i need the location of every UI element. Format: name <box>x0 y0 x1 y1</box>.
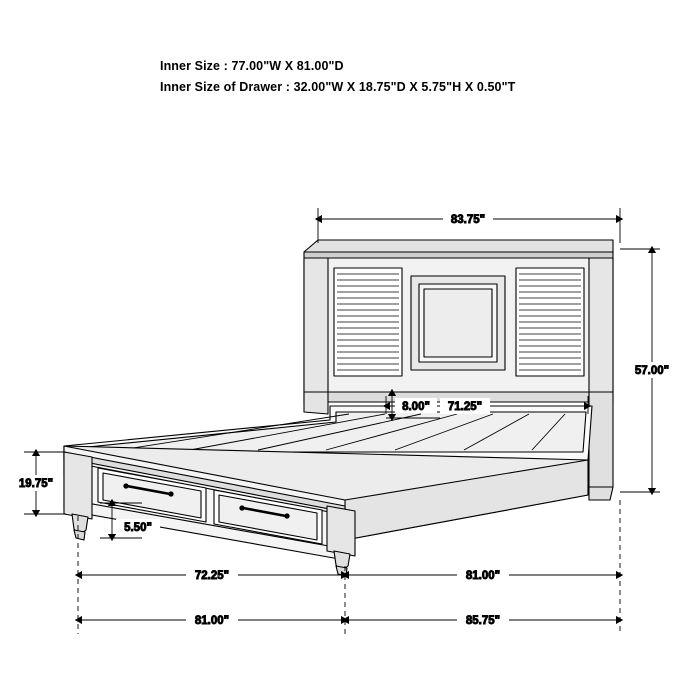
spec-line-inner-drawer-size: Inner Size of Drawer : 32.00"W X 18.75"D X 5.75"H X 0.50"T <box>160 80 516 94</box>
dim-label-drawer-clearance: 5.50" <box>124 522 152 534</box>
dim-label-headboard-width: 83.75" <box>450 214 486 226</box>
dim-label-overall-width: 81.00" <box>194 615 230 627</box>
dim-label-rail-drop: 8.00" <box>402 401 430 413</box>
dim-label-footboard-length: 72.25" <box>194 570 230 582</box>
dim-label-headboard-height: 57.00" <box>634 365 670 377</box>
dim-label-inner-rail-width: 71.25" <box>447 401 483 413</box>
dim-label-overall-length: 85.75" <box>465 615 501 627</box>
dim-label-footboard-height: 19.75" <box>18 478 54 490</box>
dim-label-side-rail-length: 81.00" <box>465 570 501 582</box>
spec-line-inner-size: Inner Size : 77.00"W X 81.00"D <box>160 59 344 73</box>
